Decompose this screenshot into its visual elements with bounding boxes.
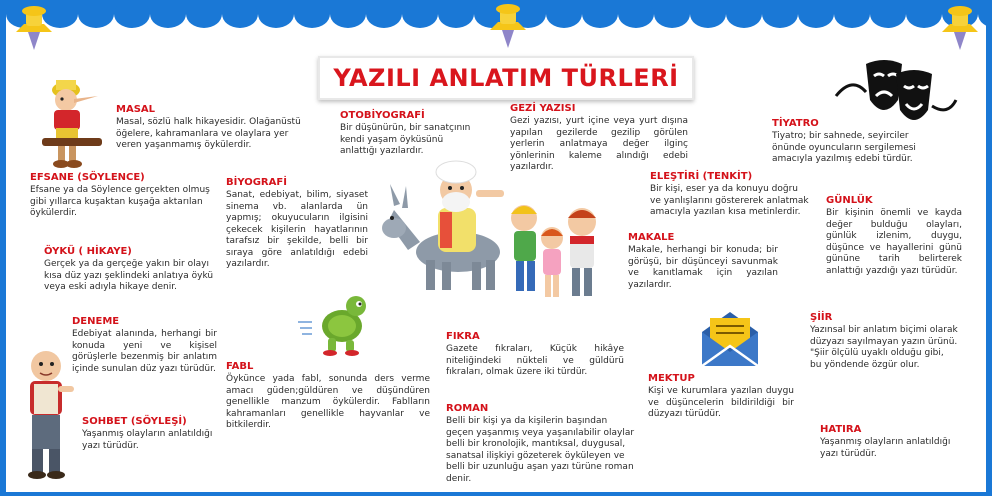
section-roman bbox=[446, 403, 636, 485]
pinocchio-character bbox=[36, 72, 112, 170]
scallop-bump bbox=[690, 6, 726, 28]
envelope-icon bbox=[698, 308, 762, 370]
section-heading: TİYATRO bbox=[772, 118, 819, 129]
scallop-bump bbox=[654, 6, 690, 28]
section-heading: FIKRA bbox=[446, 331, 480, 342]
section-mektup bbox=[648, 373, 794, 421]
section-heading: DENEME bbox=[72, 316, 120, 327]
section-heading: MEKTUP bbox=[648, 373, 695, 384]
scallop-bump bbox=[402, 6, 438, 28]
scallop-bump bbox=[78, 6, 114, 28]
section-body: Yazınsal bir anlatım biçimi olarak düzyazı sayılmayan yazın ürünü. "Şiir ölçülü uyaklı olduğu gibi, bu yöndende özgür olur. bbox=[810, 325, 958, 370]
section-sohbet bbox=[82, 416, 222, 452]
section-body: Yaşanmış olayların anlatıldığı yazı türüdür. bbox=[82, 429, 213, 451]
scallop-bump bbox=[546, 6, 582, 28]
section-body: Öyküncе yada fabl, sonunda ders verme amacı güden;güldüren ve düşündüren genellikle manzum öykülerdir. Fablların kahramanları genellikle hayvanlar ve bitkilerdir. bbox=[226, 374, 430, 430]
section-body: Kişi ve kurumlara yazılan duygu ve düşüncelerin bildirildiği bir düzyazı türüdür. bbox=[648, 386, 794, 419]
section-biyografi bbox=[226, 177, 368, 271]
section-body: Edebiyat alanında, herhangi bir konuda yeni ve kişisel görüşlerle bezenmiş bir anlatım içinde sunulan düz yazı türüdür. bbox=[72, 329, 217, 374]
section-body: Masal, sözlü halk hikayesidir. Olağanüstü öğelere, kahramanlara ve olaylara yer veren yaşanmamış öykülerdir. bbox=[116, 117, 301, 150]
section-heading: OTOBİYOGRAFİ bbox=[340, 110, 425, 121]
section-heading: FABL bbox=[226, 361, 254, 372]
scallop-bump bbox=[798, 6, 834, 28]
section-heading: SOHBET (SÖYLEŞİ) bbox=[82, 416, 187, 427]
scallop-bump bbox=[726, 6, 762, 28]
section-oyku bbox=[44, 246, 216, 294]
theatre-masks-icon bbox=[832, 56, 960, 134]
scallop-bump bbox=[834, 6, 870, 28]
scallop-bump bbox=[114, 6, 150, 28]
nasreddin-hoca-on-donkey bbox=[380, 150, 514, 296]
section-hatira bbox=[820, 424, 960, 460]
boy-character bbox=[14, 346, 84, 480]
section-heading: BİYOGRAFİ bbox=[226, 177, 287, 188]
section-heading: ROMAN bbox=[446, 403, 489, 414]
scallop-bump bbox=[150, 6, 186, 28]
section-heading: ELEŞTİRİ (TENKİT) bbox=[650, 171, 753, 182]
scallop-bump bbox=[582, 6, 618, 28]
section-body: Bir kişi, eser ya da konuyu doğru ve yanlışlarını göstererek anlatmak amacıyla yazılan kısa metinlerdir. bbox=[650, 184, 809, 217]
scallop-bump bbox=[258, 6, 294, 28]
push-pin-icon bbox=[10, 4, 58, 54]
section-body: Tiyatro; bir sahnede, seyirciler önünde oyuncuların sergilemesi amacıyla yazılmış edebi türdür. bbox=[772, 131, 916, 164]
section-fabl bbox=[226, 361, 430, 432]
scallop-bump bbox=[366, 6, 402, 28]
section-deneme bbox=[72, 316, 217, 375]
section-elestiri bbox=[650, 171, 810, 219]
section-body: Gezi yazısı, yurt içine veya yurt dışına yapılan gezilerde gezilip görülen yerlerin anlatmaya değer ilginç yönlerinin kaleme alındığı edebi yazılardır. bbox=[510, 116, 688, 172]
section-body: Sanat, edebiyat, bilim, siyaset sinema vb. alanlarda ün yapmış; okuyucuların ilgisini çekecek kişilerin hayatlarının tarafsız bir şekilde, belli bir sıraya göre anlatıldığı edebi yazılardır. bbox=[226, 190, 368, 269]
section-body: Bir kişinin önemli ve kayda değer bulduğu olayları, günlük izlenim, duygu, düşünce ve hayallerini günü gününe tarih belirterek anlattığı yazdığı yazı türüdür. bbox=[826, 208, 962, 276]
section-heading: ÖYKÜ ( HİKAYE) bbox=[44, 246, 132, 257]
section-body: Gerçek ya da gerçeğe yakın bir olayı kısa düz yazı şeklindeki anlatıya öykü veya eski adıyla hikaye denir. bbox=[44, 259, 214, 292]
section-body: Makale, herhangi bir konuda; bir görüşü, bir düşünceyi savunmak ve kanıtlamak için yazılan yazılardır. bbox=[628, 245, 778, 290]
section-heading: EFSANE (SÖYLENCE) bbox=[30, 172, 145, 183]
page-title: YAZILI ANLATIM TÜRLERİ bbox=[333, 64, 679, 92]
section-body: Bir düşünürün, bir sanatçının kendi yaşam öyküsünü anlattığı yazılardır. bbox=[340, 123, 471, 156]
scallop-bump bbox=[618, 6, 654, 28]
section-gezi-yazisi bbox=[510, 103, 688, 174]
scallop-bump bbox=[186, 6, 222, 28]
section-heading: ŞİİR bbox=[810, 312, 833, 323]
push-pin-icon bbox=[484, 2, 532, 52]
scallop-bump bbox=[294, 6, 330, 28]
section-siir bbox=[810, 312, 958, 371]
section-heading: HATIRA bbox=[820, 424, 862, 435]
section-heading: GÜNLÜK bbox=[826, 195, 873, 206]
section-gunluk bbox=[826, 195, 962, 277]
running-turtle bbox=[296, 292, 382, 356]
scallop-bump bbox=[330, 6, 366, 28]
scallop-bump bbox=[762, 6, 798, 28]
section-makale bbox=[628, 232, 778, 291]
scallop-bump bbox=[438, 6, 474, 28]
section-heading: MAKALE bbox=[628, 232, 675, 243]
section-masal bbox=[116, 104, 306, 152]
section-body: Yaşanmış olayların anlatıldığı yazı türüdür. bbox=[820, 437, 951, 459]
section-body: Efsane ya da Söylence gerçekten olmuş gibi yıllarca kuşaktan kuşağa aktarılan öykülerdir. bbox=[30, 185, 210, 218]
push-pin-icon bbox=[936, 4, 984, 54]
section-body: Gazete fıkraları, Küçük hikâye niteliğindeki nükteli ve güldürü fıkraları, olmak üzere iki türdür. bbox=[446, 344, 624, 377]
three-children bbox=[502, 194, 612, 304]
section-fikra bbox=[446, 331, 624, 379]
section-body: Belli bir kişi ya da kişilerin başından geçen yaşanmış veya yaşanılabilir olaylar belli bir kronolojik, mantıksal, duygusal, sanatsal ilişkiyi gözeterek öyküleyen ve belli bir uzunluğu aşan yazı türüne roman denir. bbox=[446, 416, 635, 484]
scallop-bump bbox=[222, 6, 258, 28]
section-heading: MASAL bbox=[116, 104, 156, 115]
section-efsane bbox=[30, 172, 218, 220]
scallop-bump bbox=[870, 6, 906, 28]
section-heading: GEZİ YAZISI bbox=[510, 103, 576, 114]
title-banner bbox=[318, 56, 694, 100]
